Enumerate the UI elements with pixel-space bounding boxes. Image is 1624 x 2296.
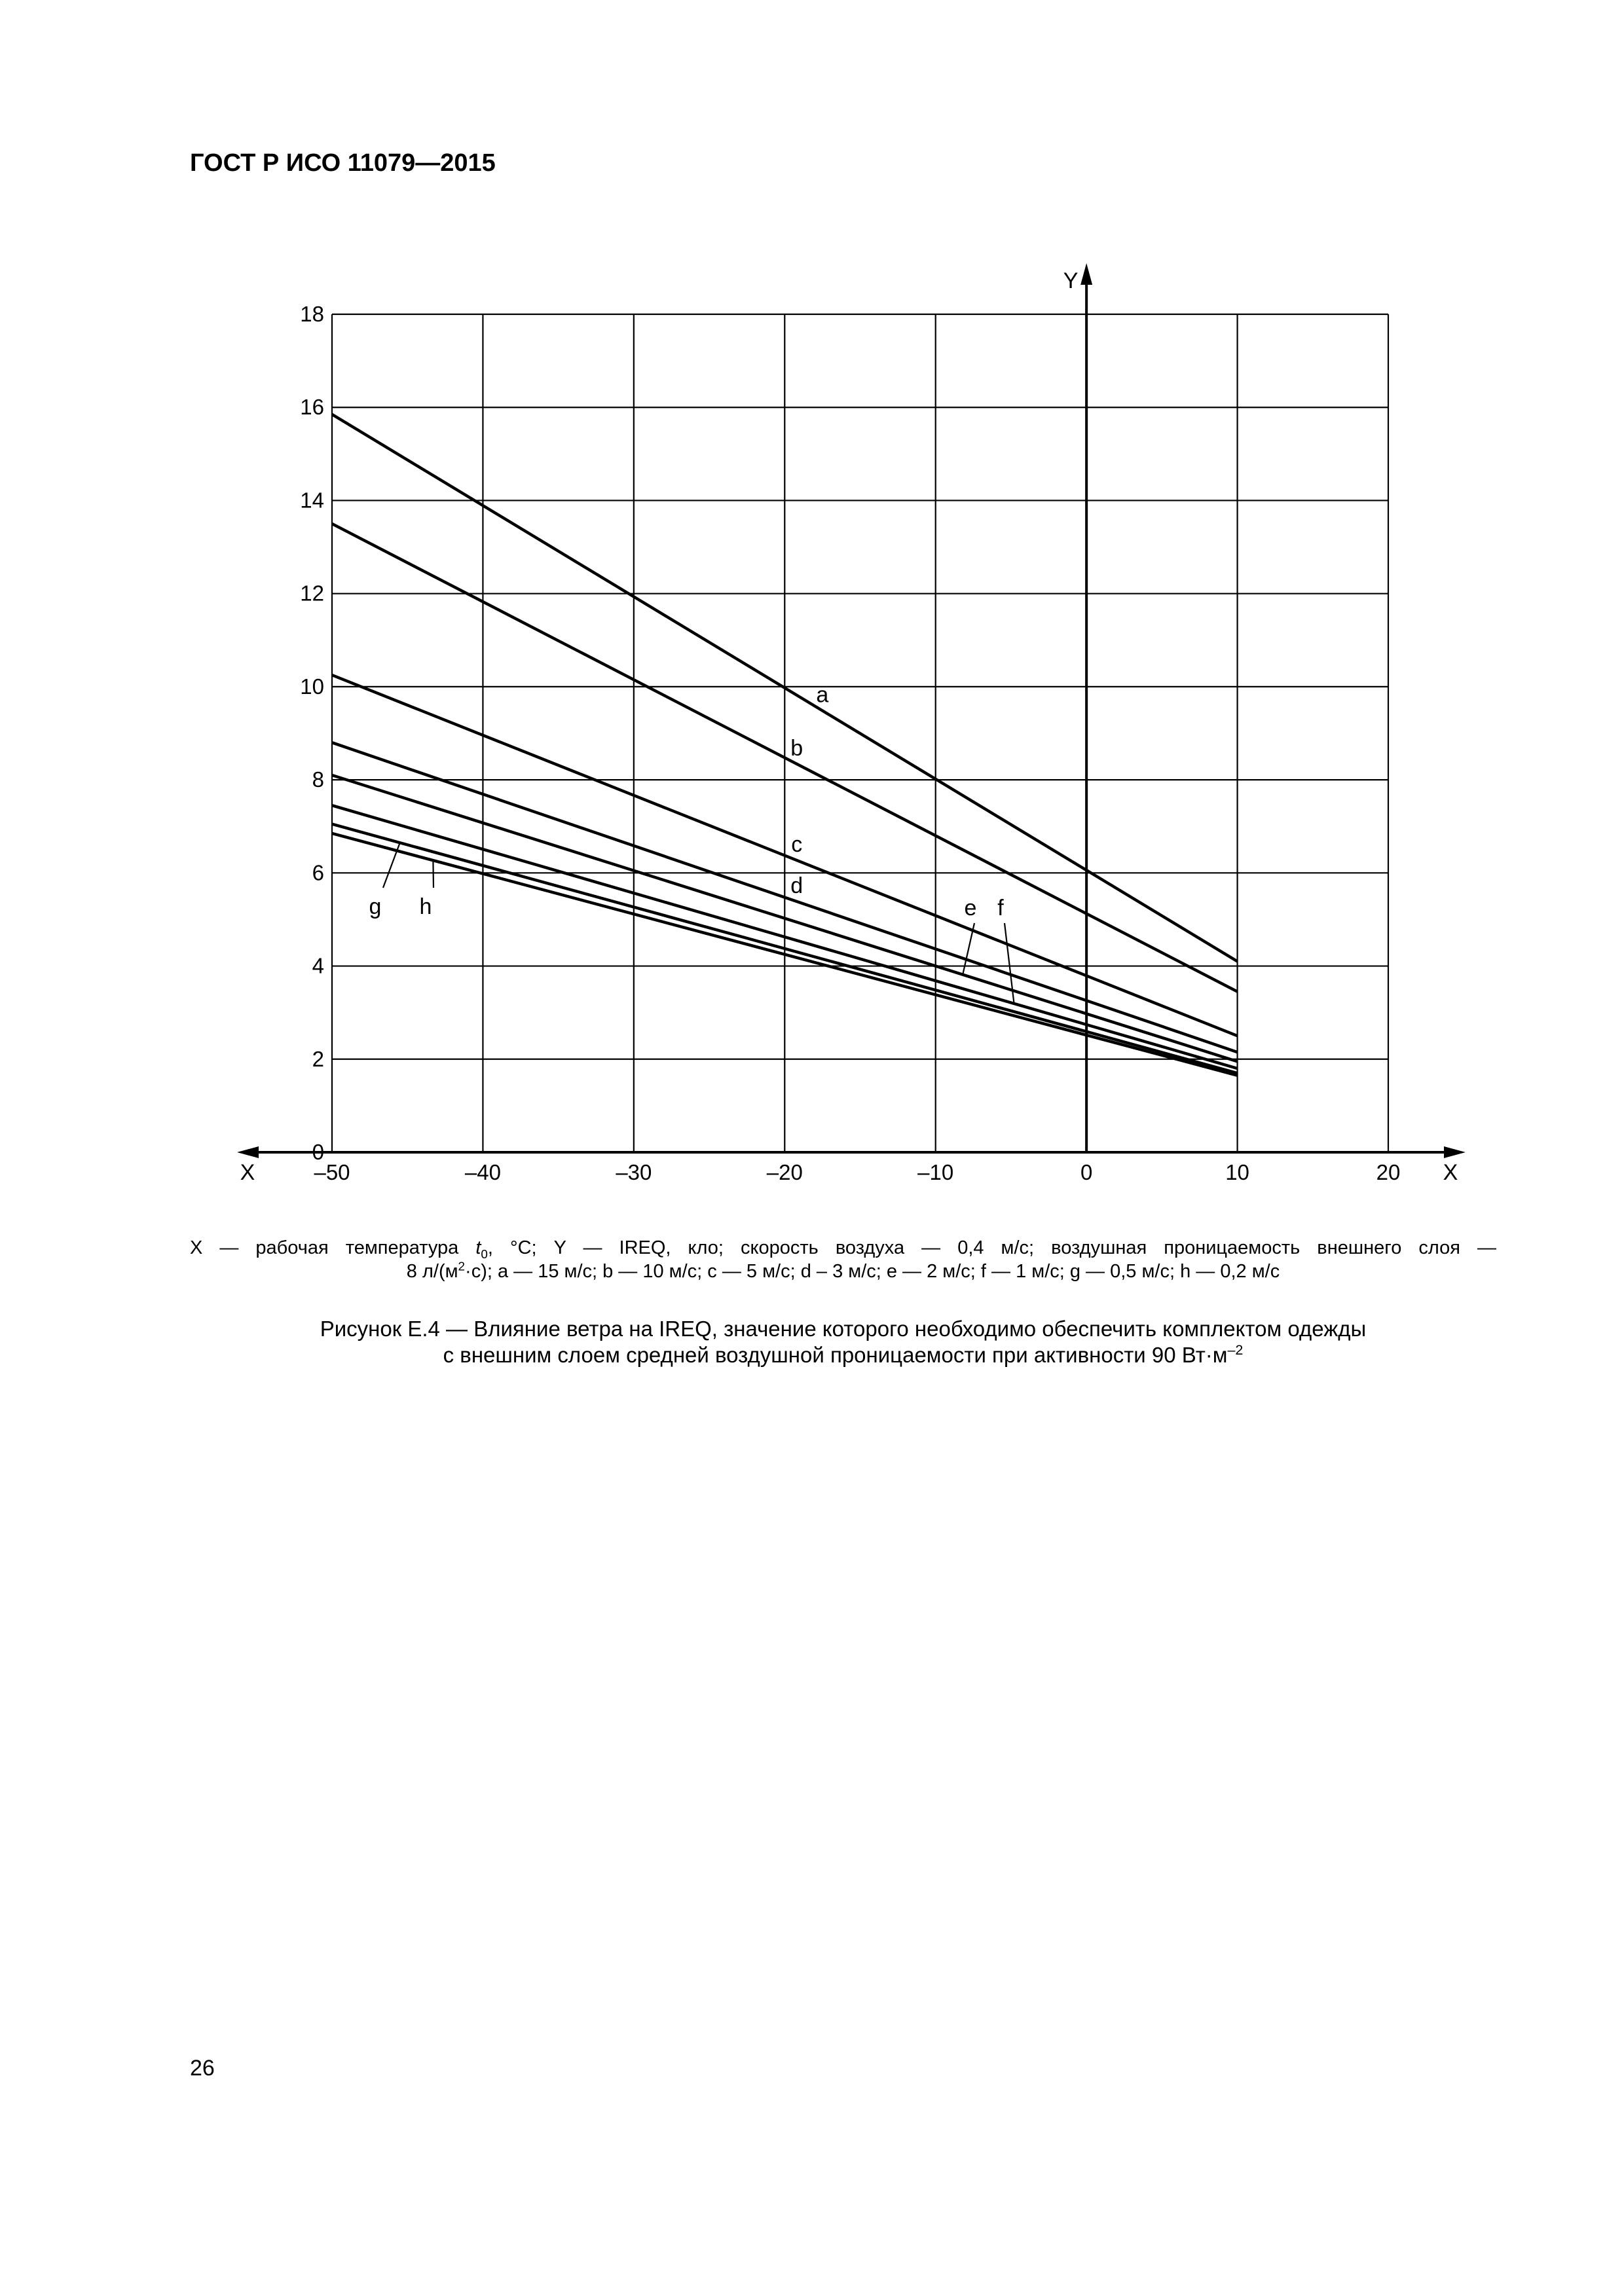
y-tick-label: 8 [312, 767, 324, 792]
series-label-d: d [790, 873, 803, 898]
chart-legend-line-1 [190, 1236, 1496, 1260]
series-label-f: f [997, 896, 1004, 920]
y-tick-label: 2 [312, 1046, 324, 1071]
series-label-c: c [791, 832, 803, 858]
x-tick-label: –30 [616, 1160, 652, 1184]
leader-line-h [433, 860, 434, 888]
caption-text: с внешним слоем средней воздушной проницаемости при активности 90 Вт·м [443, 1343, 1228, 1367]
document-header: ГОСТ Р ИСО 11079—2015 [190, 149, 496, 177]
x-tick-label: –40 [464, 1160, 501, 1184]
leader-line-f [1005, 923, 1014, 1004]
y-tick-label: 14 [300, 488, 324, 513]
legend-permeability-superscript: 2 [458, 1259, 466, 1273]
leader-line-e [963, 923, 974, 975]
y-axis-arrow [1080, 263, 1092, 285]
y-tick-label: 16 [300, 395, 324, 420]
legend-x-rest: , °С; Y — IREQ, кло; скорость воздуха — 0,4 м/с; воздушная проницаемость внешнего слоя — [487, 1237, 1496, 1258]
x-tick-label: 0 [1080, 1160, 1093, 1184]
series-label-b: b [790, 735, 803, 761]
y-tick-label: 10 [300, 674, 324, 699]
figure-caption-line-1: Рисунок Е.4 — Влияние ветра на IREQ, значение которого необходимо обеспечить комплектом одежды [320, 1317, 1367, 1341]
x-axis-arrow-left [237, 1146, 259, 1158]
legend-x-prefix: X — рабочая температура [190, 1237, 476, 1258]
y-axis-label: Y [1063, 268, 1079, 293]
x-axis-label-left: X [240, 1160, 255, 1185]
series-label-g: g [369, 894, 382, 919]
y-tick-label: 4 [312, 953, 324, 978]
x-tick-label: 10 [1225, 1160, 1249, 1184]
series-label-a: a [816, 682, 829, 708]
y-tick-label: 12 [300, 581, 324, 606]
legend-permeability: 8 л/(м [406, 1261, 458, 1282]
y-tick-label: 18 [300, 302, 324, 326]
caption-superscript: –2 [1227, 1342, 1244, 1358]
x-tick-label: –20 [766, 1160, 803, 1184]
series-label-h: h [419, 894, 432, 919]
x-tick-label: –10 [917, 1160, 954, 1184]
page-number: 26 [190, 2056, 215, 2081]
y-tick-label: 6 [312, 860, 324, 885]
x-tick-label: –50 [314, 1160, 350, 1184]
figure-caption-line-2 [190, 1342, 1496, 1368]
x-tick-label: 20 [1376, 1160, 1401, 1184]
legend-series-list: ·с); a — 15 м/с; b — 10 м/с; c — 5 м/с; d – 3 м/с; e — 2 м/с; f — 1 м/с; g — 0,5 м/с; h — 0,2 м/с [465, 1261, 1280, 1282]
series-label-e: e [964, 896, 977, 920]
chart-legend-line-2 [190, 1260, 1496, 1283]
x-axis-label-right: X [1443, 1160, 1458, 1185]
legend-variable-subscript: 0 [481, 1247, 488, 1261]
x-axis-arrow-right [1444, 1146, 1466, 1158]
legend-variable-t: t [475, 1237, 481, 1258]
y-tick-label: 0 [312, 1140, 324, 1164]
